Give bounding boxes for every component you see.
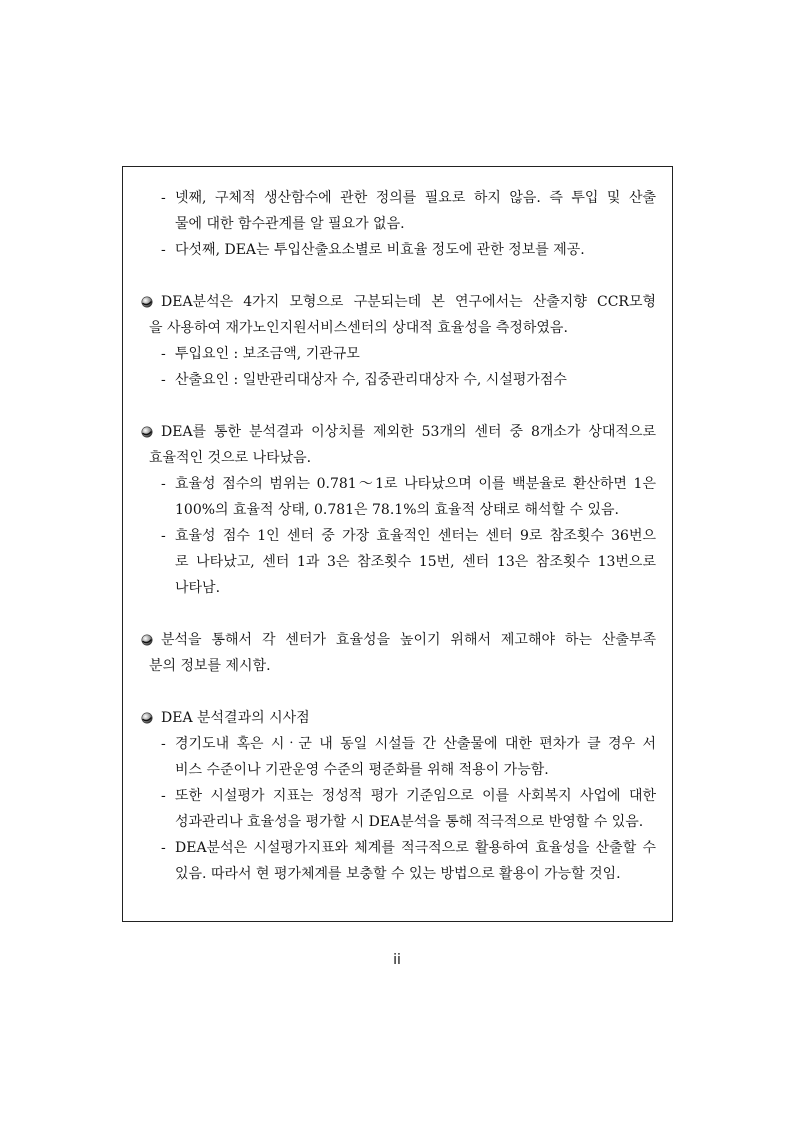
bullet-item-continuation [141,445,656,471]
content-box [122,166,673,922]
dash-marker: - [161,788,166,804]
sub-item-line [141,185,656,211]
dash-marker: - [161,190,166,206]
page-number: ii [393,952,401,968]
bullet-item-line [141,419,656,445]
sphere-bullet-icon [141,426,153,438]
bullet-item-text: 분의 정보를 제시함. [149,658,271,674]
section-gap [141,601,656,627]
sub-item-text: 다섯째, DEA는 투입산출요소별로 비효율 정도에 관한 정보를 제공. [175,242,585,258]
sphere-bullet-icon [141,634,153,646]
bullet-item-text: 효율적인 것으로 나타났음. [149,450,312,466]
sub-item-line [141,835,656,861]
bullet-item-line [141,705,656,731]
bullet-item-continuation [141,315,656,341]
bullet-item-line [141,289,656,315]
content-body [141,185,656,887]
dash-marker: - [161,476,166,492]
sub-item-text: 경기도내 혹은 시‧군 내 동일 시설들 간 산출물에 대한 편차가 클 경우 서 [175,736,656,752]
sub-item-text: 넷째, 구체적 생산함수에 관한 정의를 필요로 하지 않음. 즉 투입 및 산출 [175,190,656,206]
sub-item-continuation [141,549,656,575]
sub-item-text: 성과관리나 효율성을 평가할 시 DEA분석을 통해 적극적으로 반영할 수 있음. [175,814,644,830]
sub-item-text: 로 나타났고, 센터 1과 3은 참조횟수 15번, 센터 13은 참조횟수 13번으로 [175,554,656,570]
sub-item-text: 비스 수준이나 기관운영 수준의 평준화를 위해 적용이 가능함. [175,762,549,778]
sub-item-text: 100%의 효율적 상태, 0.781은 78.1%의 효율적 상태로 해석할 수 있음. [175,502,620,518]
sub-item-text: 투입요인 : 보조금액, 기관규모 [175,346,360,362]
sphere-bullet-icon [141,712,153,724]
sub-item-text: 있음. 따라서 현 평가체계를 보충할 수 있는 방법으로 활용이 가능할 것임. [175,866,621,882]
sub-item-text: 나타남. [175,580,221,596]
sub-item-text: 산출요인 : 일반관리대상자 수, 집중관리대상자 수, 시설평가점수 [175,372,567,388]
bullet-item-text: DEA를 통한 분석결과 이상치를 제외한 53개의 센터 중 8개소가 상대적으로 [161,424,656,440]
bullet-item-text: 을 사용하여 재가노인지원서비스센터의 상대적 효율성을 측정하였음. [149,320,568,336]
sub-item-line [141,237,656,263]
bullet-item-line [141,627,656,653]
dash-marker: - [161,372,166,388]
sub-item-text: 물에 대한 함수관계를 알 필요가 없음. [175,216,405,232]
sub-item-line [141,783,656,809]
sub-item-text: 효율성 점수 1인 센터 중 가장 효율적인 센터는 센터 9로 참조횟수 36번으 [175,528,656,544]
dash-marker: - [161,242,166,258]
sub-item-line [141,731,656,757]
bullet-item-continuation [141,653,656,679]
bullet-item-text: 분석을 통해서 각 센터가 효율성을 높이기 위해서 제고해야 하는 산출부족 [161,632,656,648]
sub-item-line [141,367,656,393]
sub-item-continuation [141,757,656,783]
section-gap [141,679,656,705]
sub-item-continuation [141,861,656,887]
sub-item-continuation [141,809,656,835]
dash-marker: - [161,346,166,362]
sub-item-text: DEA분석은 시설평가지표와 체계를 적극적으로 활용하여 효율성을 산출할 수 [175,840,656,856]
sub-item-line [141,341,656,367]
sub-item-line [141,523,656,549]
bullet-item-text: DEA 분석결과의 시사점 [161,710,310,726]
sub-item-continuation [141,497,656,523]
sphere-bullet-icon [141,296,153,308]
dash-marker: - [161,736,166,752]
section-gap [141,393,656,419]
sub-item-continuation [141,211,656,237]
sub-item-text: 또한 시설평가 지표는 정성적 평가 기준임으로 이를 사회복지 사업에 대한 [175,788,656,804]
dash-marker: - [161,528,166,544]
sub-item-line [141,471,656,497]
dash-marker: - [161,840,166,856]
sub-item-continuation [141,575,656,601]
bullet-item-text: DEA분석은 4가지 모형으로 구분되는데 본 연구에서는 산출지향 CCR모형 [161,294,656,310]
section-gap [141,263,656,289]
sub-item-text: 효율성 점수의 범위는 0.781～1로 나타났으며 이를 백분율로 환산하면 1은 [175,476,656,492]
